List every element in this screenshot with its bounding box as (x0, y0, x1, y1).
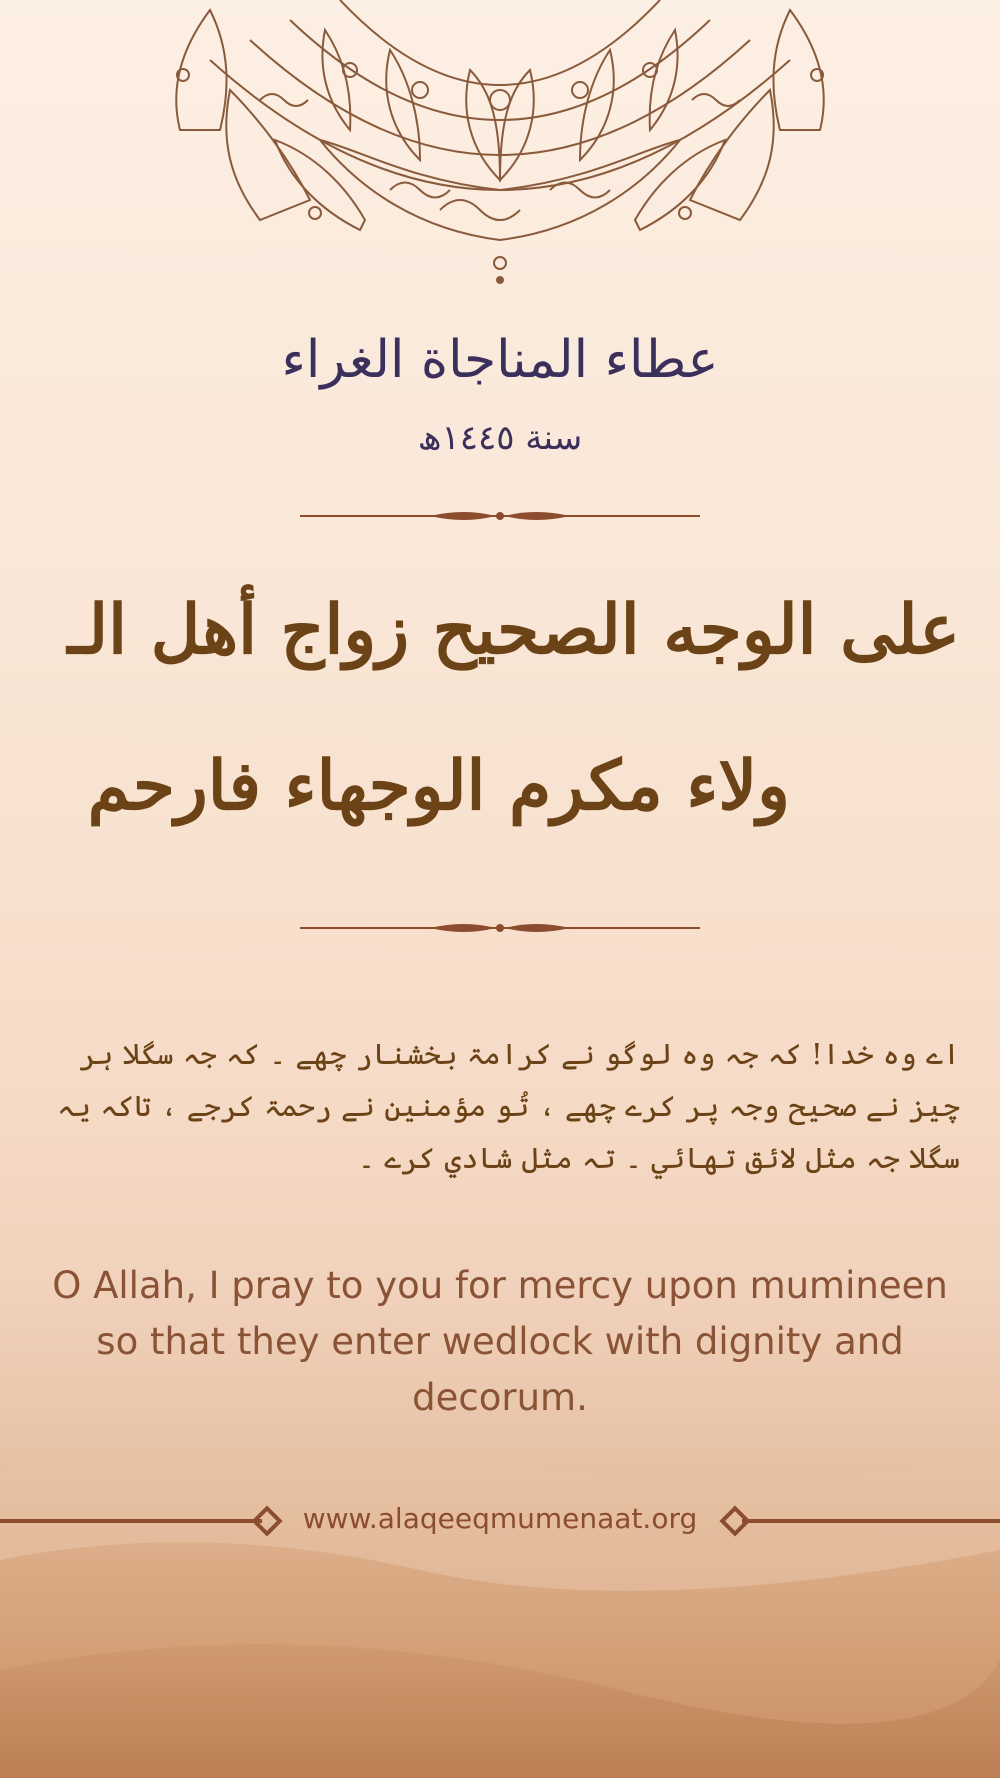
english-translation: O Allah, I pray to you for mercy upon mumineen so that they enter wedlock with dignity and decorum. (52, 1264, 948, 1419)
verse-line-1: على الوجه الصحيح زواج أهل الـ (67, 590, 960, 670)
footer-line-right (742, 1519, 1000, 1523)
divider-ornament (300, 916, 700, 940)
lisan-translation: اے وہ خدا! کہ جہ وہ لوگو نے کرامۃ بخشنار چھے ۔ کہ جہ سگلا ہر چیز نے صحیح وجہ پر کرے چھے ، تُو مؤمنین نے رحمۃ کرجے ، تاکہ یہ سگلا جہ مثل لائق تھائي ۔ تہ مثل شادي کرے ۔ (57, 1037, 960, 1175)
divider-ornament (300, 504, 700, 528)
verse-line-2: ولاء مكرم الوجهاء فارحم (87, 746, 790, 826)
page-title: عطاء المناجاة الغراء (281, 330, 719, 390)
footer-row (0, 1502, 1000, 1538)
year-label: سنة ١٤٤٥ھ (417, 418, 583, 458)
desert-dunes-background (0, 1440, 1000, 1778)
mandala-ornament (60, 0, 940, 320)
website-link[interactable]: www.alaqeeqmumenaat.org (302, 1502, 698, 1535)
